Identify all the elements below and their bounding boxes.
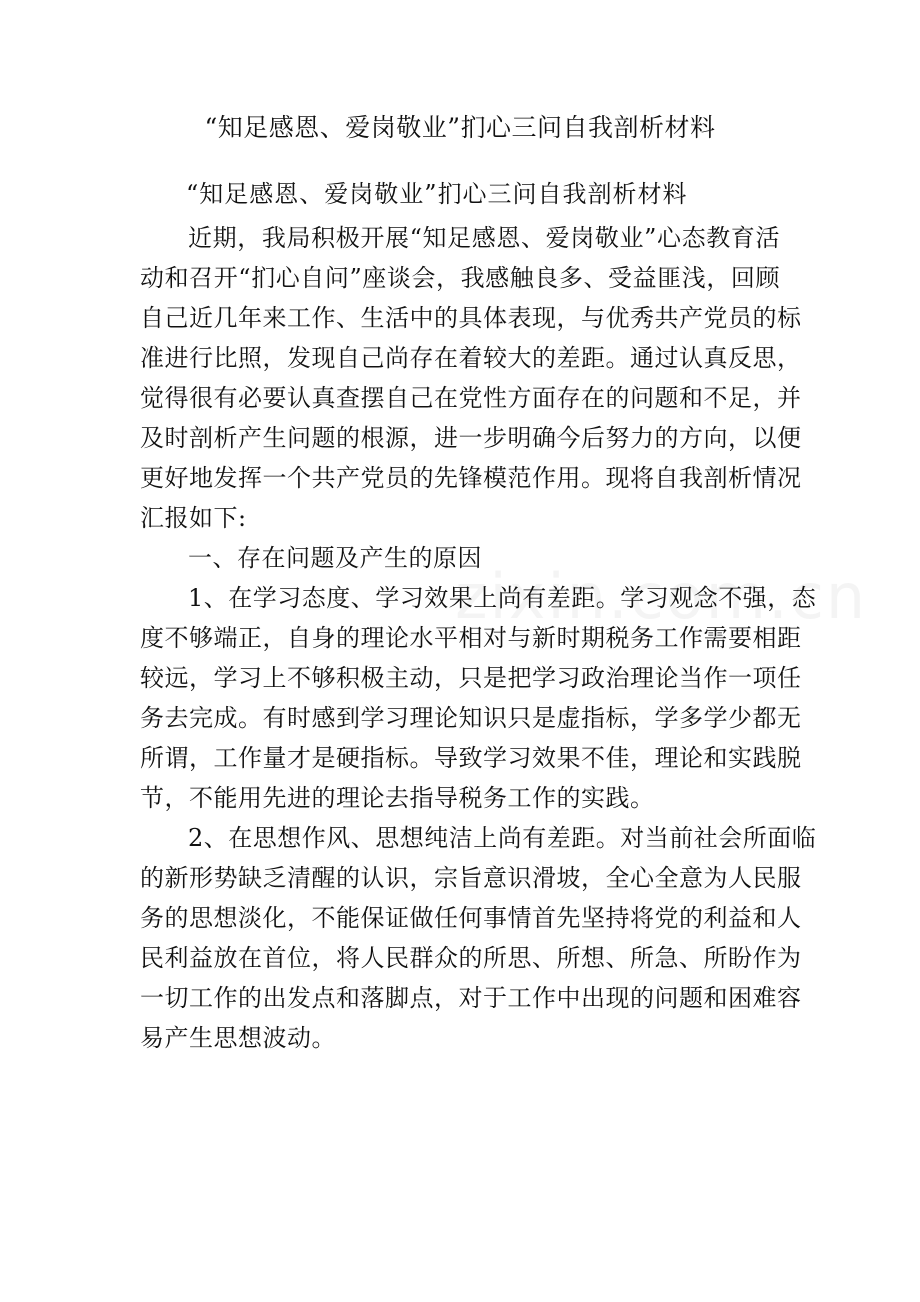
paragraph-issue-1 — [140, 578, 817, 818]
text-line: 节，不能用先进的理论去指导税务工作的实践。 — [140, 784, 655, 812]
document-subtitle: “知足感恩、爱岗敬业”扪心三问自我剖析材料 — [186, 180, 688, 208]
text-line: 更好地发挥一个共产党员的先锋模范作用。现将自我剖析情况 — [140, 464, 802, 492]
text-line: 务的思想淡化，不能保证做任何事情首先坚持将党的利益和人 — [140, 904, 802, 932]
text-line: 一切工作的出发点和落脚点，对于工作中出现的问题和困难容 — [140, 984, 802, 1012]
text-line: 易产生思想波动。 — [140, 1024, 336, 1052]
text-line: 所谓，工作量才是硬指标。导致学习效果不佳，理论和实践脱 — [140, 744, 802, 772]
text-line: 一、存在问题及产生的原因 — [188, 544, 482, 572]
paragraph-issue-2 — [140, 818, 817, 1058]
text-line: 准进行比照，发现自己尚存在着较大的差距。通过认真反思， — [140, 344, 802, 372]
text-line: 2、在思想作风、思想纯洁上尚有差距。对当前社会所面临 — [188, 824, 817, 852]
section-heading — [140, 538, 780, 578]
text-line: 务去完成。有时感到学习理论知识只是虚指标，学多学少都无 — [140, 704, 802, 732]
text-line: 度不够端正，自身的理论水平相对与新时期税务工作需要相距 — [140, 624, 802, 652]
text-line: 动和召开“扪心自问”座谈会，我感触良多、受益匪浅，回顾 — [140, 264, 780, 292]
text-line: 民利益放在首位，将人民群众的所思、所想、所急、所盼作为 — [140, 944, 802, 972]
document-title: “知足感恩、爱岗敬业”扪心三问自我剖析材料 — [204, 113, 716, 142]
text-line: 及时剖析产生问题的根源，进一步明确今后努力的方向，以便 — [140, 424, 802, 452]
text-line: 汇报如下: — [140, 504, 247, 532]
document-body — [140, 218, 817, 1058]
paragraph-intro — [140, 218, 802, 538]
text-line: 近期，我局积极开展“知足感恩、爱岗敬业”心态教育活 — [188, 224, 780, 252]
text-line: 的新形势缺乏清醒的认识，宗旨意识滑坡，全心全意为人民服 — [140, 864, 802, 892]
text-line: 自己近几年来工作、生活中的具体表现，与优秀共产党员的标 — [140, 304, 802, 332]
text-line: 较远，学习上不够积极主动，只是把学习政治理论当作一项任 — [140, 664, 802, 692]
text-line: 觉得很有必要认真查摆自己在党性方面存在的问题和不足，并 — [140, 384, 802, 412]
text-line: 1、在学习态度、学习效果上尚有差距。学习观念不强，态 — [188, 584, 817, 612]
